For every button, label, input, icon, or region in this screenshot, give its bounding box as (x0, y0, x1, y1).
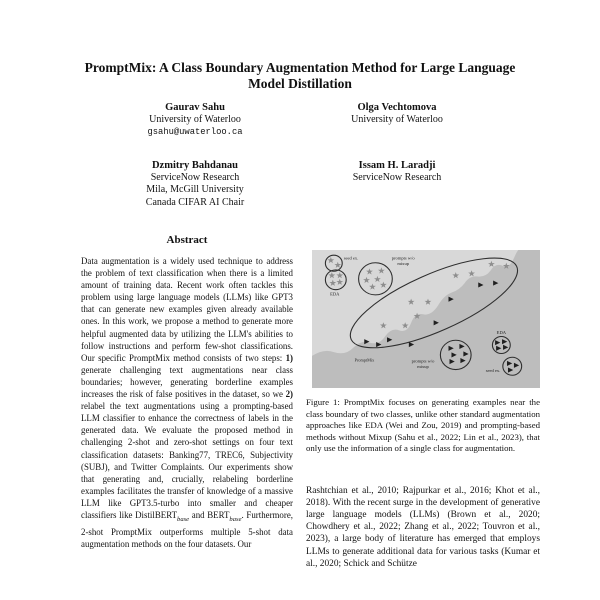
label-promptmix: PromptMix (354, 357, 375, 363)
author-affiliation: ServiceNow Research (352, 172, 442, 183)
author-affiliation: ServiceNow Research (150, 172, 240, 183)
label-eda-stars: EDA (330, 291, 340, 297)
author-block-2 (297, 101, 497, 126)
figure-caption: Figure 1: PromptMix focuses on generating examples near the class boundary of two classes, unlike other standard augmentation approaches like EDA (Wei and Zou, 2019) and prompting-based methods without Mixup (Sahu et al., 2022; Lin et al., 2023), that only use the information of a single class for augmentation. (306, 397, 540, 453)
paper-title-line2: Model Distillation (248, 75, 352, 91)
author-affiliation: University of Waterloo (351, 114, 443, 125)
author-name: Dzmitry Bahdanau (151, 160, 239, 171)
paper-title-line1: PromptMix: A Class Boundary Augmentation Method for Large Language (84, 60, 516, 75)
author-name: Issam H. Laradji (358, 160, 436, 171)
figure-1-diagram (312, 250, 540, 388)
introduction-paragraph: Rashtchian et al., 2010; Rajpurkar et al., 2016; Khot et al., 2018). With the recent surge in the development of generative large language models (LLMs) (Brown et al., 2020; Chowdhery et al., 2022; Zhang et al., 2022; Touvron et al., 2023), a large body of literature has emerged that employs LLMs to generate additional data for various tasks (Kumar et al., 2020; Schick and Schütze (306, 485, 540, 569)
paper-title (60, 60, 540, 91)
abstract-text: Data augmentation is a widely used technique to address the problem of text classification when there is a limited amount of training data. Recent work often tackles this problem using large language models (LLMs) like GPT3 that can generate new examples given already available ones. In this work, we propose a method to generate more helpful augmented data by utilizing the LLM's abilities to follow instructions and perform few-shot classifications. Our specific PromptMix method consists of two steps: 1) generate challenging text augmentations near class boundaries; however, generating borderline examples increases the risk of false positives in the dataset, so we 2) relabel the text augmentations using a prompting-based LLM classifier to enhance the correctness of labels in the generated data. We evaluate the proposed method in challenging 2-shot and zero-shot settings on four text classification datasets: Banking77, TREC6, Subjectivity (SUBJ), and Twitter Complaints. Our experiments show that generating and, crucially, relabeling borderline examples facilitates the transfer of knowledge of a massive LLM like GPT3.5-turbo into smaller and cheaper classifiers like DistilBERT$_{base}$ and $BERT_{base}$. Furthermore, 2-shot PromptMix outperforms multiple 5-shot data augmentation methods on the four datasets. Our (81, 256, 293, 549)
label-seed-ex-triangles: seed ex. (485, 368, 501, 373)
label-prompts-wo-mixup-stars-line2: mixup (397, 261, 410, 267)
abstract-section (81, 234, 293, 550)
author-block-4 (297, 159, 497, 184)
label-prompts-wo-mixup-stars-line1: prompts w/o (391, 255, 415, 261)
right-column (306, 250, 540, 570)
author-block-3 (95, 159, 295, 209)
label-seed-ex-stars: seed ex. (343, 255, 359, 261)
label-prompts-wo-mixup-triangles-line2: mixup (417, 364, 429, 370)
author-affiliation: University of Waterloo (149, 114, 241, 125)
author-name: Olga Vechtomova (357, 102, 437, 113)
label-eda-triangles: EDA (496, 330, 507, 336)
label-prompts-wo-mixup-triangles-line1: prompts w/o (411, 358, 435, 364)
author-email: gsahu@uwaterloo.ca (147, 127, 243, 138)
author-affiliation: Canada CIFAR AI Chair (145, 196, 245, 208)
abstract-heading: Abstract (166, 234, 208, 246)
author-name: Gaurav Sahu (165, 102, 225, 113)
author-block-1 (95, 101, 295, 139)
author-affiliation: Mila, McGill University (146, 184, 244, 196)
